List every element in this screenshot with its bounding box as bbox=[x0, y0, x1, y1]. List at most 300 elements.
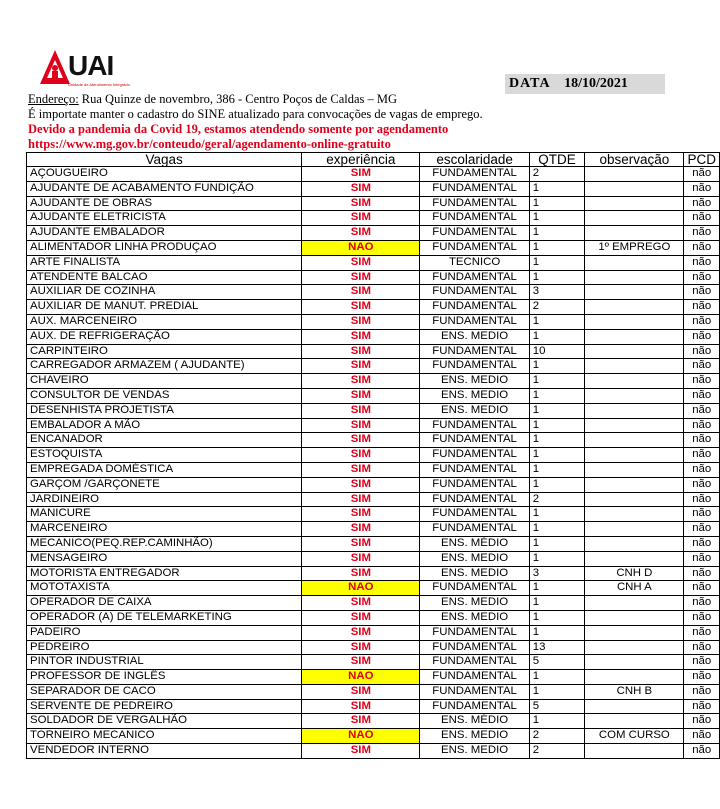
cell-vaga: MENSAGEIRO bbox=[27, 551, 302, 566]
cell-pcd: não bbox=[684, 581, 720, 596]
cell-escolaridade: ENS. MEDIO bbox=[420, 744, 529, 759]
cell-vaga: PEDREIRO bbox=[27, 640, 302, 655]
cell-vaga: PADEIRO bbox=[27, 625, 302, 640]
cell-qtde: 1 bbox=[529, 714, 585, 729]
cell-pcd: não bbox=[684, 744, 720, 759]
cell-escolaridade: ENS. MEDIO bbox=[420, 374, 529, 389]
cell-escolaridade: FUNDAMENTAL bbox=[420, 418, 529, 433]
cell-pcd: não bbox=[684, 684, 720, 699]
table-row bbox=[27, 433, 720, 448]
cell-qtde: 1 bbox=[529, 462, 585, 477]
cell-vaga: CHAVEIRO bbox=[27, 374, 302, 389]
cell-observacao: COM CURSO bbox=[585, 729, 684, 744]
cell-observacao bbox=[585, 477, 684, 492]
cell-experiencia: SIM bbox=[302, 699, 420, 714]
cell-pcd: não bbox=[684, 359, 720, 374]
cell-escolaridade: FUNDAMENTAL bbox=[420, 314, 529, 329]
cell-pcd: não bbox=[684, 433, 720, 448]
address-line bbox=[28, 92, 483, 107]
cell-observacao bbox=[585, 285, 684, 300]
cell-escolaridade: ENS. MEDIO bbox=[420, 403, 529, 418]
cell-qtde: 2 bbox=[529, 300, 585, 315]
table-row bbox=[27, 699, 720, 714]
cell-qtde: 1 bbox=[529, 388, 585, 403]
cell-experiencia: SIM bbox=[302, 433, 420, 448]
cell-observacao bbox=[585, 462, 684, 477]
cell-escolaridade: FUNDAMENTAL bbox=[420, 240, 529, 255]
cell-experiencia: SIM bbox=[302, 566, 420, 581]
cell-experiencia: SIM bbox=[302, 684, 420, 699]
address-label: Endereço: bbox=[28, 92, 79, 106]
cell-experiencia: SIM bbox=[302, 596, 420, 611]
cell-pcd: não bbox=[684, 507, 720, 522]
col-header-experiencia: experiência bbox=[302, 153, 420, 167]
cell-observacao bbox=[585, 433, 684, 448]
cell-observacao bbox=[585, 344, 684, 359]
table-row bbox=[27, 492, 720, 507]
cell-escolaridade: ENS. MEDIO bbox=[420, 551, 529, 566]
col-header-pcd: PCD bbox=[684, 153, 720, 167]
table-row bbox=[27, 388, 720, 403]
table-row bbox=[27, 670, 720, 685]
cell-escolaridade: FUNDAMENTAL bbox=[420, 699, 529, 714]
cell-vaga: ARTE FINALISTA bbox=[27, 255, 302, 270]
cell-pcd: não bbox=[684, 329, 720, 344]
address-text: Rua Quinze de novembro, 386 - Centro Poços de Caldas – MG bbox=[78, 92, 398, 106]
cell-pcd: não bbox=[684, 699, 720, 714]
cell-qtde: 1 bbox=[529, 522, 585, 537]
cell-experiencia: NAO bbox=[302, 729, 420, 744]
cell-experiencia: NAO bbox=[302, 240, 420, 255]
cell-observacao bbox=[585, 640, 684, 655]
cell-vaga: AÇOUGUEIRO bbox=[27, 167, 302, 182]
cell-observacao bbox=[585, 744, 684, 759]
cell-experiencia: SIM bbox=[302, 388, 420, 403]
cell-qtde: 1 bbox=[529, 684, 585, 699]
table-row bbox=[27, 181, 720, 196]
cell-pcd: não bbox=[684, 196, 720, 211]
table-row bbox=[27, 581, 720, 596]
cell-qtde: 1 bbox=[529, 314, 585, 329]
cell-pcd: não bbox=[684, 226, 720, 241]
table-row bbox=[27, 255, 720, 270]
header-info bbox=[28, 92, 483, 152]
cell-experiencia: SIM bbox=[302, 492, 420, 507]
cell-observacao: 1º EMPREGO bbox=[585, 240, 684, 255]
cell-pcd: não bbox=[684, 300, 720, 315]
cell-vaga: AJUDANTE ELETRICISTA bbox=[27, 211, 302, 226]
cell-escolaridade: FUNDAMENTAL bbox=[420, 196, 529, 211]
cell-experiencia: SIM bbox=[302, 344, 420, 359]
table-header-row bbox=[27, 153, 720, 167]
cell-observacao bbox=[585, 714, 684, 729]
cell-qtde: 1 bbox=[529, 403, 585, 418]
cell-vaga: OPERADOR (A) DE TELEMARKETING bbox=[27, 610, 302, 625]
table-row bbox=[27, 655, 720, 670]
table-row bbox=[27, 684, 720, 699]
cell-observacao bbox=[585, 255, 684, 270]
date-box bbox=[505, 74, 665, 94]
cell-pcd: não bbox=[684, 625, 720, 640]
table-row bbox=[27, 566, 720, 581]
cell-experiencia: SIM bbox=[302, 448, 420, 463]
cell-pcd: não bbox=[684, 374, 720, 389]
cell-pcd: não bbox=[684, 522, 720, 537]
cell-vaga: EMBALADOR A MÃO bbox=[27, 418, 302, 433]
cell-vaga: ENCANADOR bbox=[27, 433, 302, 448]
table-row bbox=[27, 196, 720, 211]
uai-logo bbox=[38, 48, 130, 90]
cell-escolaridade: FUNDAMENTAL bbox=[420, 433, 529, 448]
cell-pcd: não bbox=[684, 418, 720, 433]
cell-escolaridade: FUNDAMENTAL bbox=[420, 285, 529, 300]
cell-escolaridade: ENS. MEDIO bbox=[420, 729, 529, 744]
cell-observacao: CNH B bbox=[585, 684, 684, 699]
col-header-observacao: observação bbox=[585, 153, 684, 167]
cell-qtde: 1 bbox=[529, 477, 585, 492]
cell-observacao bbox=[585, 300, 684, 315]
cell-qtde: 3 bbox=[529, 285, 585, 300]
cell-observacao: CNH D bbox=[585, 566, 684, 581]
cell-pcd: não bbox=[684, 448, 720, 463]
cell-observacao bbox=[585, 596, 684, 611]
cell-pcd: não bbox=[684, 610, 720, 625]
cell-pcd: não bbox=[684, 462, 720, 477]
col-header-escolaridade: escolaridade bbox=[420, 153, 529, 167]
table-row bbox=[27, 270, 720, 285]
cell-pcd: não bbox=[684, 729, 720, 744]
table-row bbox=[27, 314, 720, 329]
table-row bbox=[27, 300, 720, 315]
cell-vaga: AUX. DE REFRIGERAÇÃO bbox=[27, 329, 302, 344]
cell-experiencia: SIM bbox=[302, 181, 420, 196]
cell-vaga: ATENDENTE BALCAO bbox=[27, 270, 302, 285]
cell-observacao bbox=[585, 211, 684, 226]
cell-qtde: 1 bbox=[529, 507, 585, 522]
table-row bbox=[27, 462, 720, 477]
cell-qtde: 1 bbox=[529, 581, 585, 596]
cell-vaga: EMPREGADA DOMÉSTICA bbox=[27, 462, 302, 477]
cell-observacao: CNH A bbox=[585, 581, 684, 596]
cell-observacao bbox=[585, 359, 684, 374]
cell-observacao bbox=[585, 625, 684, 640]
table-row bbox=[27, 507, 720, 522]
cell-observacao bbox=[585, 388, 684, 403]
cell-qtde: 2 bbox=[529, 729, 585, 744]
cell-pcd: não bbox=[684, 714, 720, 729]
cell-experiencia: SIM bbox=[302, 403, 420, 418]
cell-vaga: AJUDANTE DE OBRAS bbox=[27, 196, 302, 211]
cell-qtde: 1 bbox=[529, 433, 585, 448]
cell-vaga: AUXILIAR DE COZINHA bbox=[27, 285, 302, 300]
cell-experiencia: SIM bbox=[302, 655, 420, 670]
cell-pcd: não bbox=[684, 551, 720, 566]
cell-vaga: DESENHISTA PROJETISTA bbox=[27, 403, 302, 418]
cell-pcd: não bbox=[684, 492, 720, 507]
cell-escolaridade: FUNDAMENTAL bbox=[420, 270, 529, 285]
cell-observacao bbox=[585, 167, 684, 182]
cell-qtde: 1 bbox=[529, 596, 585, 611]
cell-vaga: VENDEDOR INTERNO bbox=[27, 744, 302, 759]
cell-vaga: MARCENEIRO bbox=[27, 522, 302, 537]
cell-escolaridade: ENS. MEDIO bbox=[420, 566, 529, 581]
cell-escolaridade: ENS. MEDIO bbox=[420, 388, 529, 403]
table-row bbox=[27, 211, 720, 226]
logo-subtitle: Unidade de Atendimento Integrado bbox=[68, 82, 130, 87]
table-row bbox=[27, 226, 720, 241]
table-row bbox=[27, 403, 720, 418]
cell-pcd: não bbox=[684, 285, 720, 300]
cell-vaga: CARPINTEIRO bbox=[27, 344, 302, 359]
cell-vaga: ALIMENTADOR LINHA PRODUÇAO bbox=[27, 240, 302, 255]
uai-logo-icon bbox=[38, 48, 72, 88]
cell-experiencia: SIM bbox=[302, 625, 420, 640]
table-row bbox=[27, 714, 720, 729]
cell-escolaridade: ENS. MEDIO bbox=[420, 596, 529, 611]
table-row bbox=[27, 551, 720, 566]
cell-qtde: 1 bbox=[529, 418, 585, 433]
cell-observacao bbox=[585, 448, 684, 463]
cell-observacao bbox=[585, 655, 684, 670]
col-header-qtde: QTDE bbox=[529, 153, 585, 167]
cell-pcd: não bbox=[684, 536, 720, 551]
cell-escolaridade: FUNDAMENTAL bbox=[420, 625, 529, 640]
cell-pcd: não bbox=[684, 255, 720, 270]
cell-observacao bbox=[585, 670, 684, 685]
cell-experiencia: SIM bbox=[302, 314, 420, 329]
cell-escolaridade: FUNDAMENTAL bbox=[420, 167, 529, 182]
cell-qtde: 1 bbox=[529, 181, 585, 196]
cell-qtde: 2 bbox=[529, 744, 585, 759]
cell-escolaridade: FUNDAMENTAL bbox=[420, 655, 529, 670]
cell-vaga: OPERADOR DE CAIXA bbox=[27, 596, 302, 611]
cell-qtde: 10 bbox=[529, 344, 585, 359]
cell-observacao bbox=[585, 610, 684, 625]
cell-pcd: não bbox=[684, 270, 720, 285]
cell-qtde: 2 bbox=[529, 167, 585, 182]
cell-observacao bbox=[585, 507, 684, 522]
cell-escolaridade: FUNDAMENTAL bbox=[420, 684, 529, 699]
table-row bbox=[27, 448, 720, 463]
cell-escolaridade: FUNDAMENTAL bbox=[420, 507, 529, 522]
cell-pcd: não bbox=[684, 388, 720, 403]
cell-escolaridade: FUNDAMENTAL bbox=[420, 448, 529, 463]
cell-escolaridade: FUNDAMENTAL bbox=[420, 477, 529, 492]
cell-observacao bbox=[585, 329, 684, 344]
table-row bbox=[27, 344, 720, 359]
cell-experiencia: SIM bbox=[302, 211, 420, 226]
table-row bbox=[27, 536, 720, 551]
cell-pcd: não bbox=[684, 655, 720, 670]
cell-observacao bbox=[585, 314, 684, 329]
cell-experiencia: SIM bbox=[302, 714, 420, 729]
cell-vaga: TORNEIRO MECANICO bbox=[27, 729, 302, 744]
cell-qtde: 1 bbox=[529, 211, 585, 226]
cell-qtde: 1 bbox=[529, 536, 585, 551]
cell-escolaridade: FUNDAMENTAL bbox=[420, 581, 529, 596]
table-row bbox=[27, 640, 720, 655]
cell-qtde: 1 bbox=[529, 448, 585, 463]
cell-experiencia: SIM bbox=[302, 551, 420, 566]
cell-experiencia: SIM bbox=[302, 610, 420, 625]
cell-vaga: GARÇOM /GARÇONETE bbox=[27, 477, 302, 492]
cell-escolaridade: FUNDAMENTAL bbox=[420, 359, 529, 374]
cell-qtde: 1 bbox=[529, 255, 585, 270]
cell-escolaridade: FUNDAMENTAL bbox=[420, 670, 529, 685]
table-row bbox=[27, 522, 720, 537]
cell-pcd: não bbox=[684, 477, 720, 492]
cell-vaga: AJUDANTE EMBALADOR bbox=[27, 226, 302, 241]
cell-experiencia: SIM bbox=[302, 507, 420, 522]
cell-experiencia: SIM bbox=[302, 374, 420, 389]
cell-experiencia: SIM bbox=[302, 477, 420, 492]
cell-observacao bbox=[585, 418, 684, 433]
cell-pcd: não bbox=[684, 566, 720, 581]
cell-observacao bbox=[585, 551, 684, 566]
table-row bbox=[27, 359, 720, 374]
cell-pcd: não bbox=[684, 240, 720, 255]
table-row bbox=[27, 374, 720, 389]
cell-escolaridade: FUNDAMENTAL bbox=[420, 462, 529, 477]
cell-observacao bbox=[585, 699, 684, 714]
table-row bbox=[27, 596, 720, 611]
cell-observacao bbox=[585, 403, 684, 418]
agendamento-link[interactable]: https://www.mg.gov.br/conteudo/geral/agendamento-online-gratuito bbox=[28, 137, 391, 151]
cell-observacao bbox=[585, 270, 684, 285]
cell-observacao bbox=[585, 181, 684, 196]
cell-observacao bbox=[585, 522, 684, 537]
cell-experiencia: SIM bbox=[302, 329, 420, 344]
cell-experiencia: SIM bbox=[302, 418, 420, 433]
cell-pcd: não bbox=[684, 596, 720, 611]
covid-notice: Devido a pandemia da Covid 19, estamos atendendo somente por agendamento bbox=[28, 122, 449, 136]
cell-experiencia: SIM bbox=[302, 196, 420, 211]
cell-vaga: MOTOTAXISTA bbox=[27, 581, 302, 596]
date-value: 18/10/2021 bbox=[564, 76, 628, 91]
cell-experiencia: SIM bbox=[302, 640, 420, 655]
cell-qtde: 1 bbox=[529, 196, 585, 211]
cell-experiencia: SIM bbox=[302, 167, 420, 182]
cell-qtde: 3 bbox=[529, 566, 585, 581]
cell-experiencia: SIM bbox=[302, 226, 420, 241]
cell-vaga: ESTOQUISTA bbox=[27, 448, 302, 463]
cell-experiencia: SIM bbox=[302, 300, 420, 315]
cell-qtde: 1 bbox=[529, 329, 585, 344]
cell-vaga: SOLDADOR DE VERGALHÃO bbox=[27, 714, 302, 729]
cell-qtde: 1 bbox=[529, 270, 585, 285]
cell-observacao bbox=[585, 536, 684, 551]
cell-experiencia: SIM bbox=[302, 462, 420, 477]
logo-text: UAI bbox=[68, 50, 114, 81]
cell-pcd: não bbox=[684, 167, 720, 182]
cell-vaga: AUX. MARCENEIRO bbox=[27, 314, 302, 329]
table-row bbox=[27, 625, 720, 640]
cell-experiencia: SIM bbox=[302, 536, 420, 551]
cell-vaga: AJUDANTE DE ACABAMENTO FUNDIÇÃO bbox=[27, 181, 302, 196]
cell-escolaridade: TECNICO bbox=[420, 255, 529, 270]
table-row bbox=[27, 418, 720, 433]
cell-experiencia: SIM bbox=[302, 359, 420, 374]
cell-observacao bbox=[585, 374, 684, 389]
cell-vaga: MANICURE bbox=[27, 507, 302, 522]
cell-vaga: CONSULTOR DE VENDAS bbox=[27, 388, 302, 403]
cell-escolaridade: ENS. MEDIO bbox=[420, 329, 529, 344]
cell-escolaridade: FUNDAMENTAL bbox=[420, 344, 529, 359]
cell-qtde: 1 bbox=[529, 610, 585, 625]
cell-pcd: não bbox=[684, 181, 720, 196]
cell-vaga: MECANICO(PEQ.REP.CAMINHÃO) bbox=[27, 536, 302, 551]
cell-pcd: não bbox=[684, 211, 720, 226]
cell-pcd: não bbox=[684, 403, 720, 418]
cell-qtde: 1 bbox=[529, 359, 585, 374]
table-row bbox=[27, 285, 720, 300]
cell-qtde: 5 bbox=[529, 699, 585, 714]
cell-experiencia: SIM bbox=[302, 285, 420, 300]
cell-escolaridade: ENS. MEDIO bbox=[420, 610, 529, 625]
cell-escolaridade: ENS. MÉDIO bbox=[420, 714, 529, 729]
table-row bbox=[27, 610, 720, 625]
cell-experiencia: NAO bbox=[302, 581, 420, 596]
cell-vaga: CARREGADOR ARMAZEM ( AJUDANTE) bbox=[27, 359, 302, 374]
cell-escolaridade: FUNDAMENTAL bbox=[420, 300, 529, 315]
cell-escolaridade: FUNDAMENTAL bbox=[420, 522, 529, 537]
cell-qtde: 1 bbox=[529, 625, 585, 640]
cell-qtde: 1 bbox=[529, 374, 585, 389]
cell-escolaridade: FUNDAMENTAL bbox=[420, 226, 529, 241]
table-row bbox=[27, 167, 720, 182]
cell-vaga: SEPARADOR DE CACO bbox=[27, 684, 302, 699]
cell-experiencia: SIM bbox=[302, 270, 420, 285]
cell-vaga: MOTORISTA ENTREGADOR bbox=[27, 566, 302, 581]
date-label: DATA bbox=[509, 76, 551, 91]
cell-pcd: não bbox=[684, 670, 720, 685]
cell-vaga: PROFESSOR DE INGLÊS bbox=[27, 670, 302, 685]
cell-qtde: 13 bbox=[529, 640, 585, 655]
cell-vaga: SERVENTE DE PEDREIRO bbox=[27, 699, 302, 714]
notice-line: É importate manter o cadastro do SINE atualizado para convocações de vagas de emprego. bbox=[28, 107, 483, 121]
cell-qtde: 2 bbox=[529, 492, 585, 507]
table-row bbox=[27, 477, 720, 492]
cell-escolaridade: FUNDAMENTAL bbox=[420, 181, 529, 196]
table-row bbox=[27, 329, 720, 344]
cell-observacao bbox=[585, 196, 684, 211]
cell-vaga: JARDINEIRO bbox=[27, 492, 302, 507]
cell-qtde: 5 bbox=[529, 655, 585, 670]
table-row bbox=[27, 744, 720, 759]
cell-experiencia: SIM bbox=[302, 744, 420, 759]
col-header-vagas: Vagas bbox=[27, 153, 302, 167]
cell-escolaridade: FUNDAMENTAL bbox=[420, 640, 529, 655]
cell-qtde: 1 bbox=[529, 240, 585, 255]
cell-vaga: AUXILIAR DE MANUT. PREDIAL bbox=[27, 300, 302, 315]
table-row bbox=[27, 240, 720, 255]
cell-vaga: PINTOR INDUSTRIAL bbox=[27, 655, 302, 670]
cell-qtde: 1 bbox=[529, 551, 585, 566]
cell-pcd: não bbox=[684, 344, 720, 359]
table-row bbox=[27, 729, 720, 744]
cell-experiencia: SIM bbox=[302, 255, 420, 270]
cell-pcd: não bbox=[684, 640, 720, 655]
cell-escolaridade: ENS. MÉDIO bbox=[420, 536, 529, 551]
cell-observacao bbox=[585, 492, 684, 507]
cell-pcd: não bbox=[684, 314, 720, 329]
cell-observacao bbox=[585, 226, 684, 241]
cell-experiencia: NAO bbox=[302, 670, 420, 685]
cell-escolaridade: FUNDAMENTAL bbox=[420, 211, 529, 226]
cell-escolaridade: FUNDAMENTAL bbox=[420, 492, 529, 507]
cell-qtde: 1 bbox=[529, 226, 585, 241]
jobs-table bbox=[26, 152, 720, 759]
